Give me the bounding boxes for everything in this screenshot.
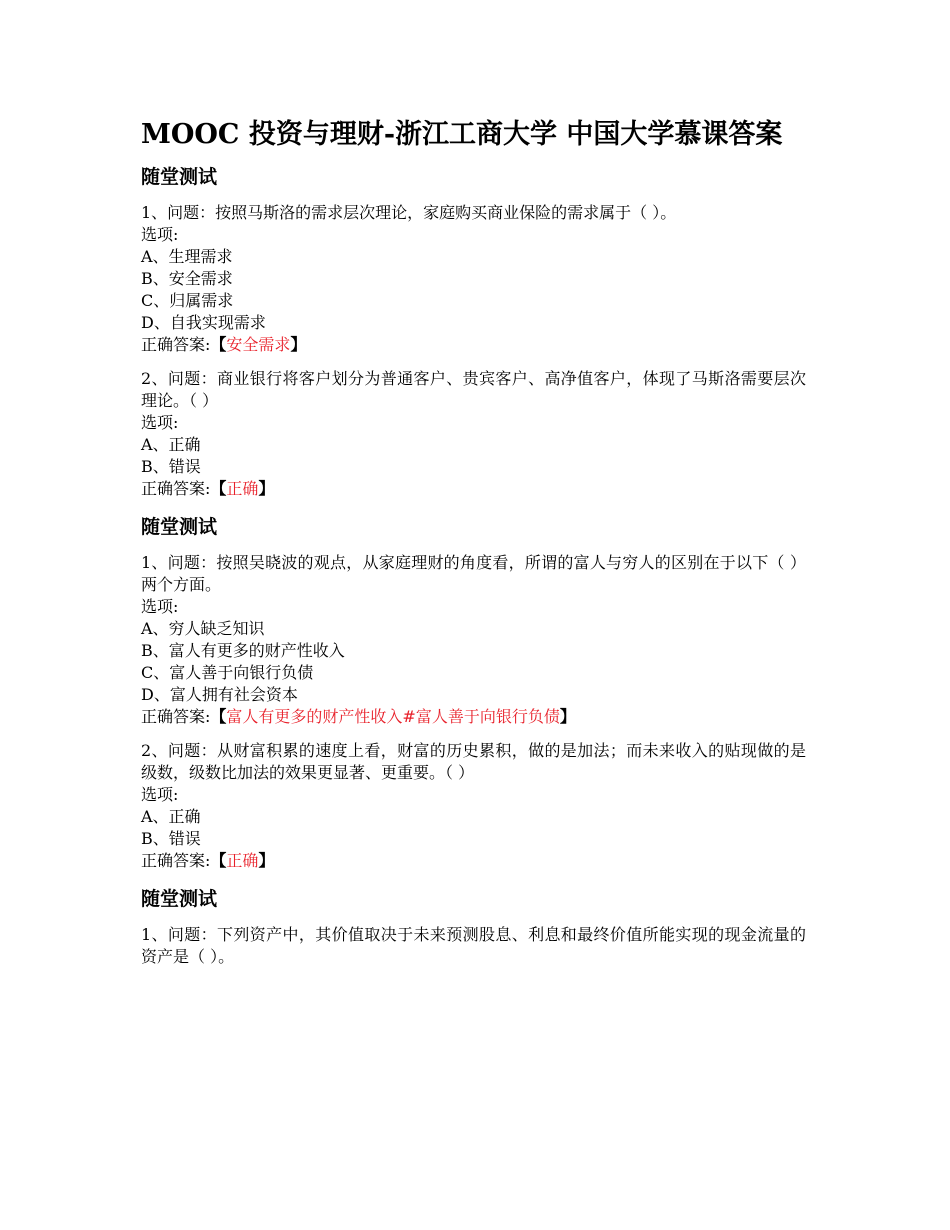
options-label: 选项: bbox=[141, 413, 179, 432]
document-title: MOOC 投资与理财-浙江工商大学 中国大学慕课答案 bbox=[141, 119, 783, 150]
answer-bracket-close: 】 bbox=[258, 479, 275, 498]
question-stem: 2、问题：商业银行将客户划分为普通客户、贵宾客户、高净值客户，体现了马斯洛需要层次理论。（ ） bbox=[141, 369, 806, 410]
question-block bbox=[141, 740, 806, 872]
answer-bracket-open: 【 bbox=[210, 335, 227, 354]
answer-label: 正确答案: bbox=[141, 851, 211, 870]
correct-answer-line bbox=[141, 706, 806, 728]
option-item: B、富人有更多的财产性收入 bbox=[141, 641, 345, 660]
answer-text: 富人有更多的财产性收入#富人善于向银行负债 bbox=[226, 707, 560, 726]
question-stem: 2、问题：从财富积累的速度上看，财富的历史累积，做的是加法；而未来收入的贴现做的是级数，级数比加法的效果更显著、更重要。（ ） bbox=[141, 741, 806, 782]
option-item: C、归属需求 bbox=[141, 291, 234, 310]
correct-answer-line bbox=[141, 850, 806, 872]
option-item: C、富人善于向银行负债 bbox=[141, 663, 314, 682]
section-heading: 随堂测试 bbox=[141, 888, 218, 910]
document-page bbox=[141, 112, 806, 980]
option-item: D、自我实现需求 bbox=[141, 313, 266, 332]
section-1 bbox=[141, 162, 806, 500]
question-block bbox=[141, 202, 806, 356]
section-2 bbox=[141, 512, 806, 872]
question-block bbox=[141, 368, 806, 500]
correct-answer-line bbox=[141, 478, 806, 500]
option-item: B、错误 bbox=[141, 829, 201, 848]
answer-label: 正确答案: bbox=[141, 707, 211, 726]
options-label: 选项: bbox=[141, 597, 179, 616]
section-3 bbox=[141, 884, 806, 968]
answer-bracket-open: 【 bbox=[210, 851, 227, 870]
options-label: 选项: bbox=[141, 785, 179, 804]
answer-bracket-close: 】 bbox=[290, 335, 307, 354]
answer-text: 安全需求 bbox=[226, 335, 291, 354]
option-item: B、安全需求 bbox=[141, 269, 233, 288]
option-item: A、正确 bbox=[141, 435, 201, 454]
answer-bracket-close: 】 bbox=[258, 851, 275, 870]
option-item: A、生理需求 bbox=[141, 247, 233, 266]
section-heading: 随堂测试 bbox=[141, 516, 218, 538]
question-block bbox=[141, 924, 806, 968]
option-item: A、正确 bbox=[141, 807, 201, 826]
section-heading: 随堂测试 bbox=[141, 166, 218, 188]
answer-text: 正确 bbox=[226, 479, 259, 498]
options-label: 选项: bbox=[141, 225, 179, 244]
answer-text: 正确 bbox=[226, 851, 259, 870]
option-item: B、错误 bbox=[141, 457, 201, 476]
question-block bbox=[141, 552, 806, 728]
answer-label: 正确答案: bbox=[141, 479, 211, 498]
correct-answer-line bbox=[141, 334, 806, 356]
question-stem: 1、问题：按照吴晓波的观点，从家庭理财的角度看，所谓的富人与穷人的区别在于以下（ ）两个方面。 bbox=[141, 553, 806, 594]
question-stem: 1、问题：按照马斯洛的需求层次理论，家庭购买商业保险的需求属于（ ）。 bbox=[141, 203, 677, 222]
answer-bracket-close: 】 bbox=[559, 707, 576, 726]
option-item: A、穷人缺乏知识 bbox=[141, 619, 265, 638]
answer-label: 正确答案: bbox=[141, 335, 211, 354]
answer-bracket-open: 【 bbox=[210, 707, 227, 726]
option-item: D、富人拥有社会资本 bbox=[141, 685, 298, 704]
answer-bracket-open: 【 bbox=[210, 479, 227, 498]
question-stem: 1、问题：下列资产中，其价值取决于未来预测股息、利息和最终价值所能实现的现金流量的资产是（ ）。 bbox=[141, 925, 806, 966]
